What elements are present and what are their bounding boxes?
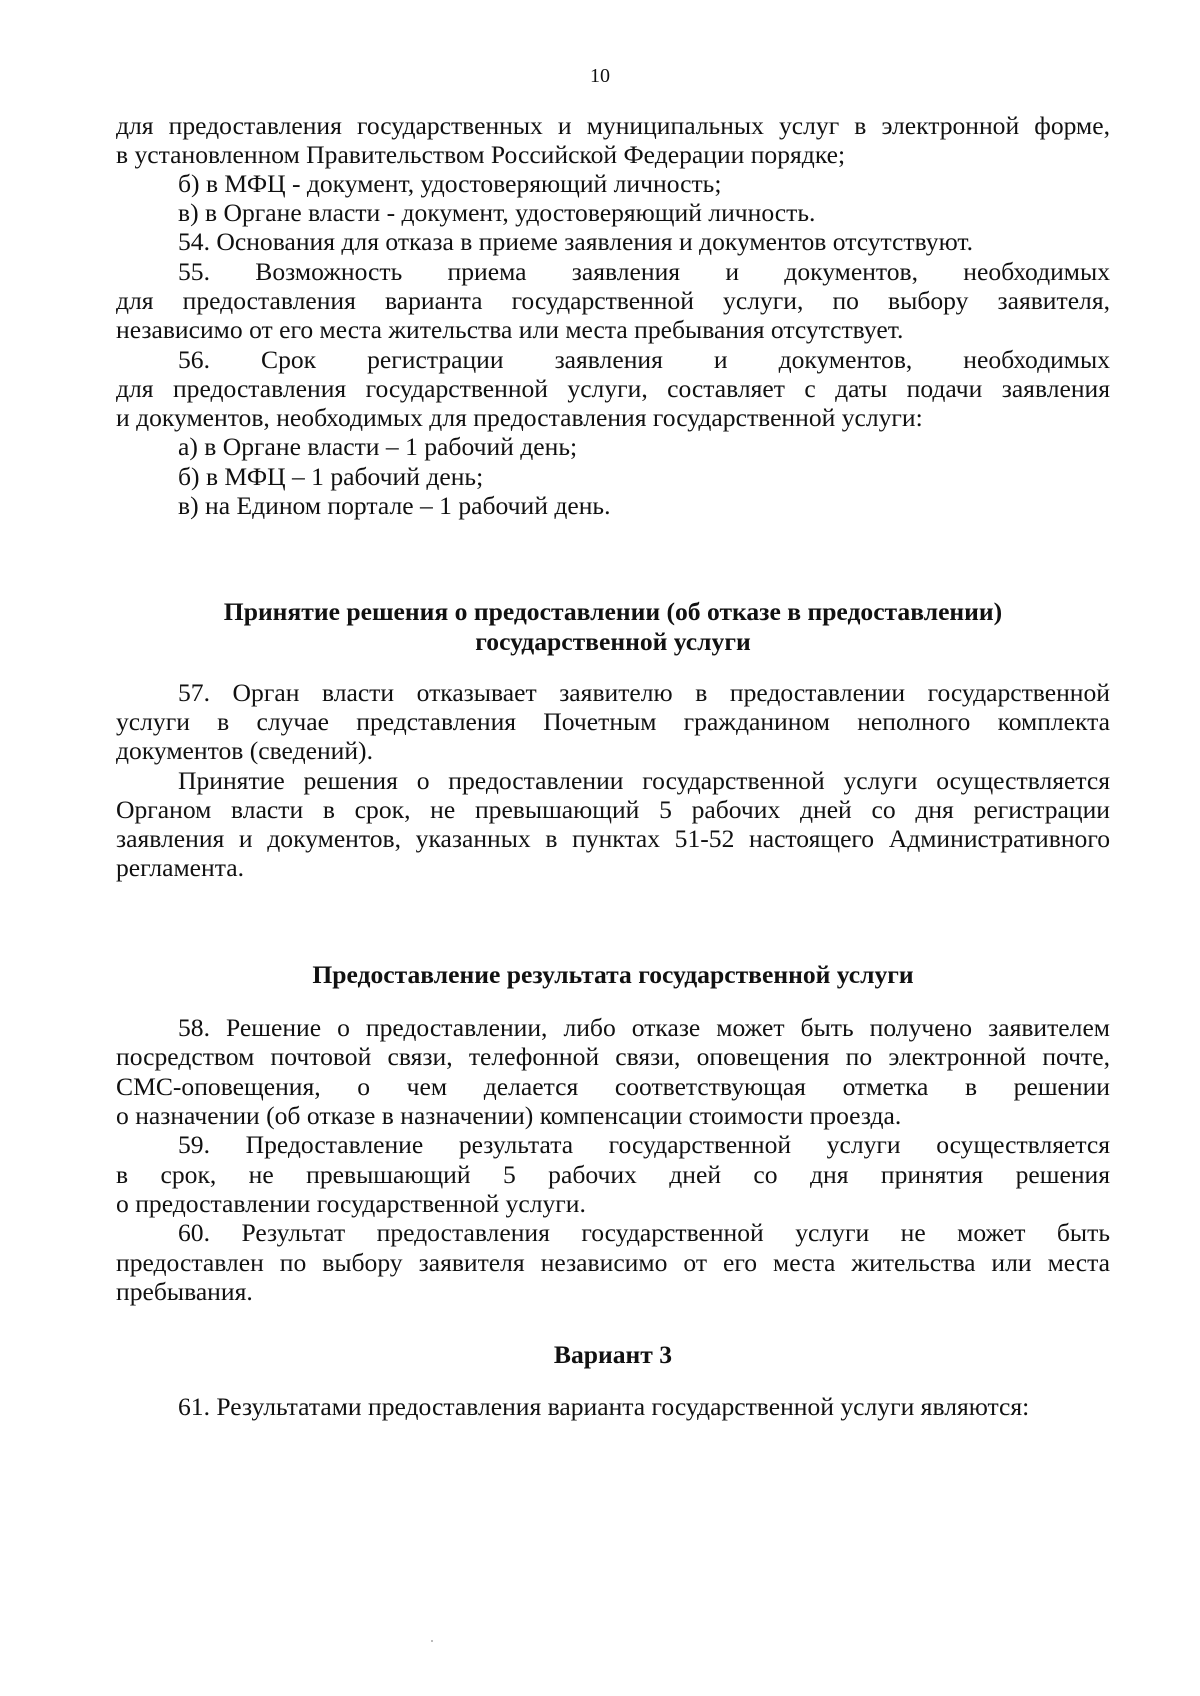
paragraph-line: о назначении (об отказе в назначении) компенсации стоимости проезда. xyxy=(116,1101,902,1130)
clause-57: 57. Орган власти отказывает заявителю в предоставлении государственной xyxy=(178,678,1110,707)
clause-60: 60. Результат предоставления государственной услуги не может быть xyxy=(178,1218,1110,1247)
clause-55: 55. Возможность приема заявления и документов, необходимых xyxy=(178,257,1110,286)
clause-54: 54. Основания для отказа в приеме заявления и документов отсутствуют. xyxy=(178,227,974,256)
scan-artifact xyxy=(431,1640,433,1642)
clause-56: 56. Срок регистрации заявления и документов, необходимых xyxy=(178,345,1110,374)
paragraph-line: о предоставлении государственной услуги. xyxy=(116,1189,586,1218)
paragraph-line: для предоставления варианта государственной услуги, по выбору заявителя, xyxy=(116,286,1110,315)
paragraph-line: независимо от его места жительства или места пребывания отсутствует. xyxy=(116,315,904,344)
paragraph-line: для предоставления государственных и муниципальных услуг в электронной форме, xyxy=(116,111,1110,140)
list-item: б) в МФЦ - документ, удостоверяющий личность; xyxy=(178,169,722,198)
list-item: в) на Едином портале – 1 рабочий день. xyxy=(178,491,611,520)
section-heading: государственной услуги xyxy=(475,627,751,656)
page-number: 10 xyxy=(590,65,610,87)
paragraph-line: документов (сведений). xyxy=(116,736,373,765)
paragraph-line: в установленном Правительством Российской Федерации порядке; xyxy=(116,140,846,169)
paragraph-line: СМС-оповещения, о чем делается соответствующая отметка в решении xyxy=(116,1072,1110,1101)
paragraph-line: для предоставления государственной услуги, составляет с даты подачи заявления xyxy=(116,374,1110,403)
paragraph-line: посредством почтовой связи, телефонной связи, оповещения по электронной почте, xyxy=(116,1042,1110,1071)
paragraph-line: Органом власти в срок, не превышающий 5 рабочих дней со дня регистрации xyxy=(116,795,1110,824)
section-heading: Вариант 3 xyxy=(553,1340,673,1369)
list-item: в) в Органе власти - документ, удостоверяющий личность. xyxy=(178,198,816,227)
list-item: а) в Органе власти – 1 рабочий день; xyxy=(178,432,578,461)
clause-59: 59. Предоставление результата государственной услуги осуществляется xyxy=(178,1130,1110,1159)
paragraph-line: и документов, необходимых для предоставления государственной услуги: xyxy=(116,403,923,432)
paragraph-line: услуги в случае представления Почетным гражданином неполного комплекта xyxy=(116,707,1110,736)
paragraph-line: Принятие решения о предоставлении государственной услуги осуществляется xyxy=(178,766,1110,795)
paragraph-line: заявления и документов, указанных в пунктах 51-52 настоящего Административного xyxy=(116,824,1110,853)
paragraph-line: пребывания. xyxy=(116,1277,253,1306)
paragraph-line: предоставлен по выбору заявителя независимо от его места жительства или места xyxy=(116,1248,1110,1277)
paragraph-line: в срок, не превышающий 5 рабочих дней со дня принятия решения xyxy=(116,1160,1110,1189)
list-item: б) в МФЦ – 1 рабочий день; xyxy=(178,462,484,491)
clause-58: 58. Решение о предоставлении, либо отказе может быть получено заявителем xyxy=(178,1013,1110,1042)
paragraph-line: регламента. xyxy=(116,853,244,882)
section-heading: Принятие решения о предоставлении (об отказе в предоставлении) xyxy=(223,597,1003,626)
section-heading: Предоставление результата государственной услуги xyxy=(312,960,914,989)
clause-61: 61. Результатами предоставления варианта государственной услуги являются: xyxy=(178,1392,1030,1421)
